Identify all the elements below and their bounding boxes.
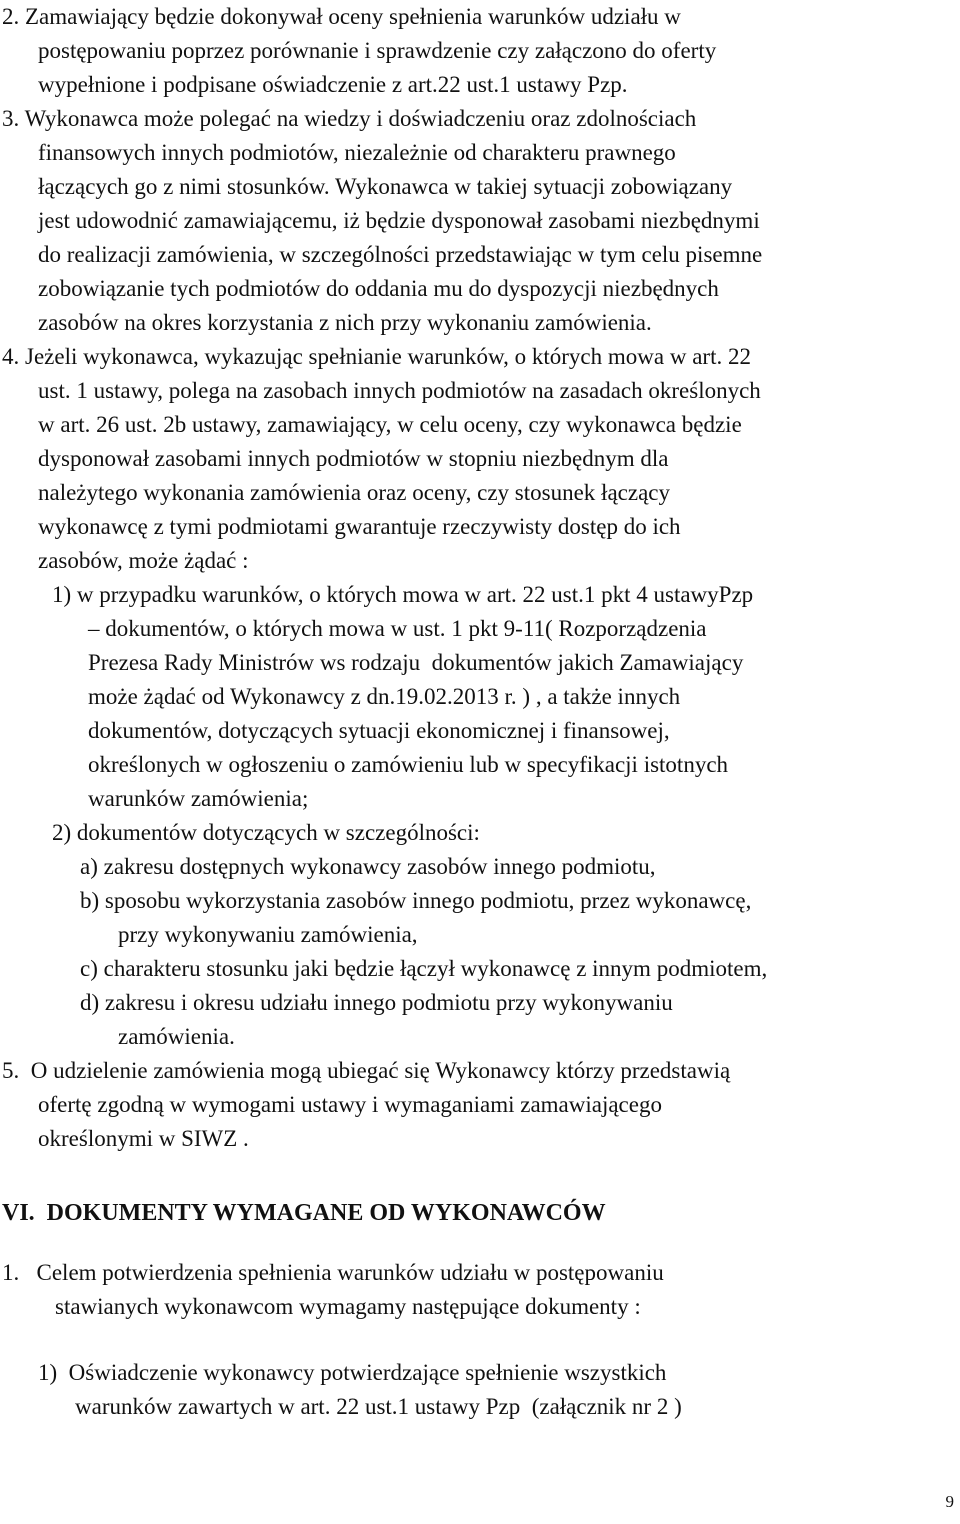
text-line: 2) dokumentów dotyczących w szczególności: [52,820,480,845]
text-line: wypełnione i podpisane oświadczenie z art.22 ust.1 ustawy Pzp. [38,72,628,97]
text-line: zasobów na okres korzystania z nich przy wykonaniu zamówienia. [38,310,652,335]
text-line: przy wykonywaniu zamówienia, [118,922,418,947]
text-line: wykonawcę z tymi podmiotami gwarantuje rzeczywisty dostęp do ich [38,514,681,539]
text-line: zobowiązanie tych podmiotów do oddania mu do dyspozycji niezbędnych [38,276,719,301]
text-line: ust. 1 ustawy, polega na zasobach innych podmiotów na zasadach określonych [38,378,761,403]
page-number: 9 [945,1492,954,1511]
text-line: należytego wykonania zamówienia oraz oceny, czy stosunek łączący [38,480,670,505]
text-line: – dokumentów, o których mowa w ust. 1 pkt 9-11( Rozporządzenia [88,616,707,641]
text-line: finansowych innych podmiotów, niezależnie od charakteru prawnego [38,140,676,165]
text-line: dokumentów, dotyczących sytuacji ekonomicznej i finansowej, [88,718,670,743]
text-line: określonymi w SIWZ . [38,1126,249,1151]
text-line: 4. Jeżeli wykonawca, wykazując spełnianie warunków, o których mowa w art. 22 [2,344,751,369]
text-line: stawianych wykonawcom wymagamy następujące dokumenty : [55,1294,641,1319]
text-line: 3. Wykonawca może polegać na wiedzy i doświadczeniu oraz zdolnościach [2,106,697,131]
text-line: ofertę zgodną w wymogami ustawy i wymaganiami zamawiającego [38,1092,662,1117]
text-line: może żądać od Wykonawcy z dn.19.02.2013 r. ) , a także innych [88,684,681,709]
text-line: 1) w przypadku warunków, o których mowa w art. 22 ust.1 pkt 4 ustawyPzp [52,582,754,607]
text-line: 1) Oświadczenie wykonawcy potwierdzające spełnienie wszystkich [38,1360,667,1385]
text-line: łączących go z nimi stosunków. Wykonawca w takiej sytuacji zobowiązany [38,174,733,199]
section-heading: VI. DOKUMENTY WYMAGANE OD WYKONAWCÓW [2,1200,606,1226]
text-line: Prezesa Rady Ministrów ws rodzaju dokumentów jakich Zamawiający [88,650,744,675]
text-line: d) zakresu i okresu udziału innego podmiotu przy wykonywaniu [80,990,673,1015]
text-line: postępowaniu poprzez porównanie i sprawdzenie czy załączono do oferty [38,38,717,63]
text-line: jest udowodnić zamawiającemu, iż będzie dysponował zasobami niezbędnymi [38,208,760,233]
text-line: dysponował zasobami innych podmiotów w stopniu niezbędnym dla [38,446,669,471]
text-line: zamówienia. [118,1024,235,1049]
text-line: warunków zamówienia; [88,786,309,811]
text-line: zasobów, może żądać : [38,548,249,573]
text-line: określonych w ogłoszeniu o zamówieniu lub w specyfikacji istotnych [88,752,729,777]
text-line: a) zakresu dostępnych wykonawcy zasobów innego podmiotu, [80,854,656,879]
text-line: 1. Celem potwierdzenia spełnienia warunków udziału w postępowaniu [2,1260,664,1285]
text-line: 2. Zamawiający będzie dokonywał oceny spełnienia warunków udziału w [2,4,681,29]
text-line: c) charakteru stosunku jaki będzie łączył wykonawcę z innym podmiotem, [80,956,768,981]
text-line: do realizacji zamówienia, w szczególności przedstawiając w tym celu pisemne [38,242,763,267]
text-line: 5. O udzielenie zamówienia mogą ubiegać się Wykonawcy którzy przedstawią [2,1058,731,1083]
text-line: w art. 26 ust. 2b ustawy, zamawiający, w celu oceny, czy wykonawca będzie [38,412,742,437]
text-line: b) sposobu wykorzystania zasobów innego podmiotu, przez wykonawcę, [80,888,752,913]
text-line: warunków zawartych w art. 22 ust.1 ustawy Pzp (załącznik nr 2 ) [75,1394,682,1419]
